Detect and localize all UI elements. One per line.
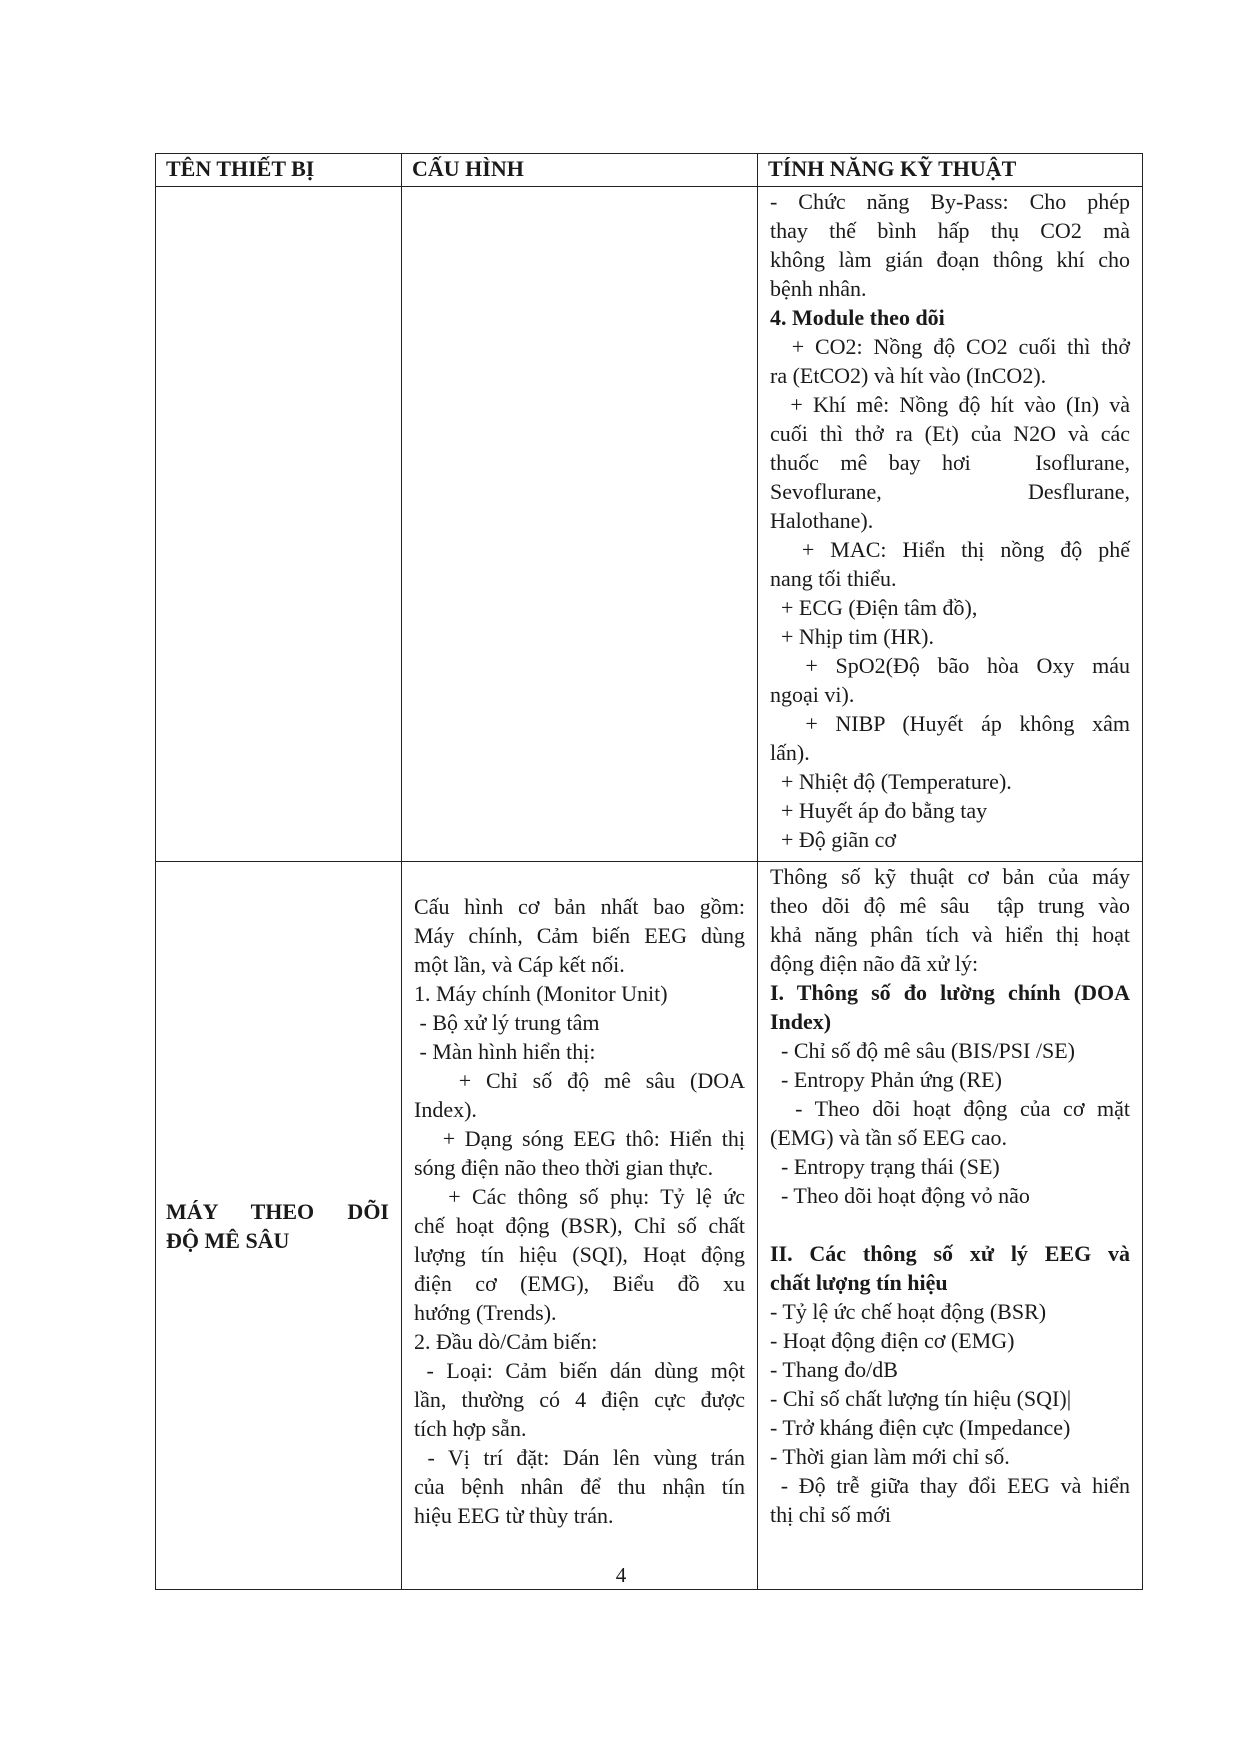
text-line: - Vị trí đặt: Dán lên vùng trán xyxy=(414,1445,746,1470)
text-line: bệnh nhân. xyxy=(770,276,867,301)
text-line: thị chỉ số mới xyxy=(770,1502,892,1527)
header-device-name: TÊN THIẾT BỊ xyxy=(156,154,402,187)
text-line: động điện não đã xử lý: xyxy=(770,951,979,976)
text-line: Thông số kỹ thuật cơ bản của máy xyxy=(770,864,1130,889)
text-line: - Màn hình hiển thị: xyxy=(414,1039,596,1064)
text-line: - Theo dõi hoạt động của cơ mặt xyxy=(770,1096,1130,1121)
page-number: 4 xyxy=(615,1563,627,1587)
text-line: + SpO2(Độ bão hòa Oxy máu xyxy=(770,653,1130,678)
text-line: + Các thông số phụ: Tỷ lệ ức xyxy=(414,1184,745,1209)
config-cell xyxy=(402,862,758,1590)
text-line: + Nhiệt độ (Temperature). xyxy=(770,769,1012,794)
text-line: lượng tín hiệu (SQI), Hoạt động xyxy=(414,1242,745,1267)
text-line: chế hoạt động (BSR), Chỉ số chất xyxy=(414,1213,745,1238)
text-line: - Độ trễ giữa thay đổi EEG và hiển xyxy=(770,1473,1130,1498)
text-line: + CO2: Nồng độ CO2 cuối thì thở xyxy=(770,334,1130,359)
text-line xyxy=(770,1210,1130,1239)
text-line: - Theo dõi hoạt động vỏ não xyxy=(770,1183,1030,1208)
header-configuration: CẤU HÌNH xyxy=(402,154,758,187)
text-line: 4. Module theo dõi xyxy=(770,305,945,330)
text-line: ngoại vi). xyxy=(770,682,855,707)
specs-cell xyxy=(758,187,1143,862)
text-line: của bệnh nhân để thu nhận tín xyxy=(414,1474,745,1499)
text-line: hiệu EEG từ thùy trán. xyxy=(414,1503,614,1528)
text-line: Halothane). xyxy=(770,508,874,533)
text-line: - Chỉ số độ mê sâu (BIS/PSI /SE) xyxy=(770,1038,1075,1063)
text-line: - Hoạt động điện cơ (EMG) xyxy=(770,1328,1015,1353)
text-line: một lần, và Cáp kết nối. xyxy=(414,952,625,977)
text-line: điện cơ (EMG), Biểu đồ xu xyxy=(414,1271,745,1296)
text-line: - Entropy Phản ứng (RE) xyxy=(770,1067,1002,1092)
text-line: không làm gián đoạn thông khí cho xyxy=(770,247,1130,272)
text-line: Index) xyxy=(770,1009,832,1034)
device-name-line: ĐỘ MÊ SÂU xyxy=(166,1227,290,1253)
text-line: - Thang đo/dB xyxy=(770,1357,898,1382)
text-line: + Huyết áp đo bằng tay xyxy=(770,798,988,823)
text-line: khả năng phân tích và hiển thị hoạt xyxy=(770,922,1130,947)
text-line: + Dạng sóng EEG thô: Hiển thị xyxy=(414,1126,745,1151)
text-line: nang tối thiểu. xyxy=(770,566,897,591)
table-row xyxy=(156,187,1143,862)
text-line: - Chỉ số chất lượng tín hiệu (SQI)| xyxy=(770,1386,1072,1411)
text-line: sóng điện não theo thời gian thực. xyxy=(414,1155,714,1180)
text-line: I. Thông số đo lường chính (DOA xyxy=(770,980,1130,1005)
text-line: - Trở kháng điện cực (Impedance) xyxy=(770,1415,1071,1440)
text-line: + ECG (Điện tâm đồ), xyxy=(770,595,978,620)
table-row xyxy=(156,862,1143,1590)
text-line: - Tỷ lệ ức chế hoạt động (BSR) xyxy=(770,1299,1047,1324)
text-line: lấn). xyxy=(770,740,810,765)
text-line: Sevoflurane, Desflurane, xyxy=(770,479,1130,504)
text-line: Máy chính, Cảm biến EEG dùng xyxy=(414,923,745,948)
specs-cell xyxy=(758,862,1143,1590)
text-line: lần, thường có 4 điện cực được xyxy=(414,1387,745,1412)
text-line: - Chức năng By-Pass: Cho phép xyxy=(770,189,1130,214)
text-line: + Độ giãn cơ xyxy=(770,827,897,852)
text-line: cuối thì thở ra (Et) của N2O và các xyxy=(770,421,1130,446)
text-line: - Loại: Cảm biến dán dùng một xyxy=(414,1358,745,1383)
text-line: + MAC: Hiển thị nồng độ phế xyxy=(770,537,1130,562)
text-line: tích hợp sẵn. xyxy=(414,1416,527,1441)
device-cell-empty xyxy=(156,187,402,862)
device-cell xyxy=(156,862,402,1590)
header-technical-features: TÍNH NĂNG KỸ THUẬT xyxy=(758,154,1143,187)
text-line: theo dõi độ mê sâu tập trung vào xyxy=(770,893,1130,918)
device-name-line: MÁY THEO DÕI xyxy=(166,1198,389,1224)
text-line: + Khí mê: Nồng độ hít vào (In) và xyxy=(770,392,1130,417)
text-line: - Entropy trạng thái (SE) xyxy=(770,1154,1000,1179)
text-line: hướng (Trends). xyxy=(414,1300,557,1325)
text-line: + NIBP (Huyết áp không xâm xyxy=(770,711,1131,736)
text-line: + Chỉ số độ mê sâu (DOA xyxy=(414,1068,745,1093)
text-line: II. Các thông số xử lý EEG và xyxy=(770,1241,1130,1266)
text-line: ra (EtCO2) và hít vào (InCO2). xyxy=(770,363,1047,388)
spec-table xyxy=(155,153,1143,1590)
text-line: Index). xyxy=(414,1097,477,1122)
text-line: thay thế bình hấp thụ CO2 mà xyxy=(770,218,1130,243)
header-row xyxy=(156,154,1143,187)
text-line: + Nhịp tim (HR). xyxy=(770,624,934,649)
text-line: (EMG) và tần số EEG cao. xyxy=(770,1125,1008,1150)
text-line: 2. Đầu dò/Cảm biến: xyxy=(414,1329,598,1354)
text-line: 1. Máy chính (Monitor Unit) xyxy=(414,981,668,1006)
config-cell-empty xyxy=(402,187,758,862)
text-line: - Thời gian làm mới chỉ số. xyxy=(770,1444,1010,1469)
text-line: thuốc mê bay hơi Isoflurane, xyxy=(770,450,1130,475)
text-line: chất lượng tín hiệu xyxy=(770,1270,948,1295)
text-line: Cấu hình cơ bản nhất bao gồm: xyxy=(414,894,745,919)
text-line: - Bộ xử lý trung tâm xyxy=(414,1010,600,1035)
